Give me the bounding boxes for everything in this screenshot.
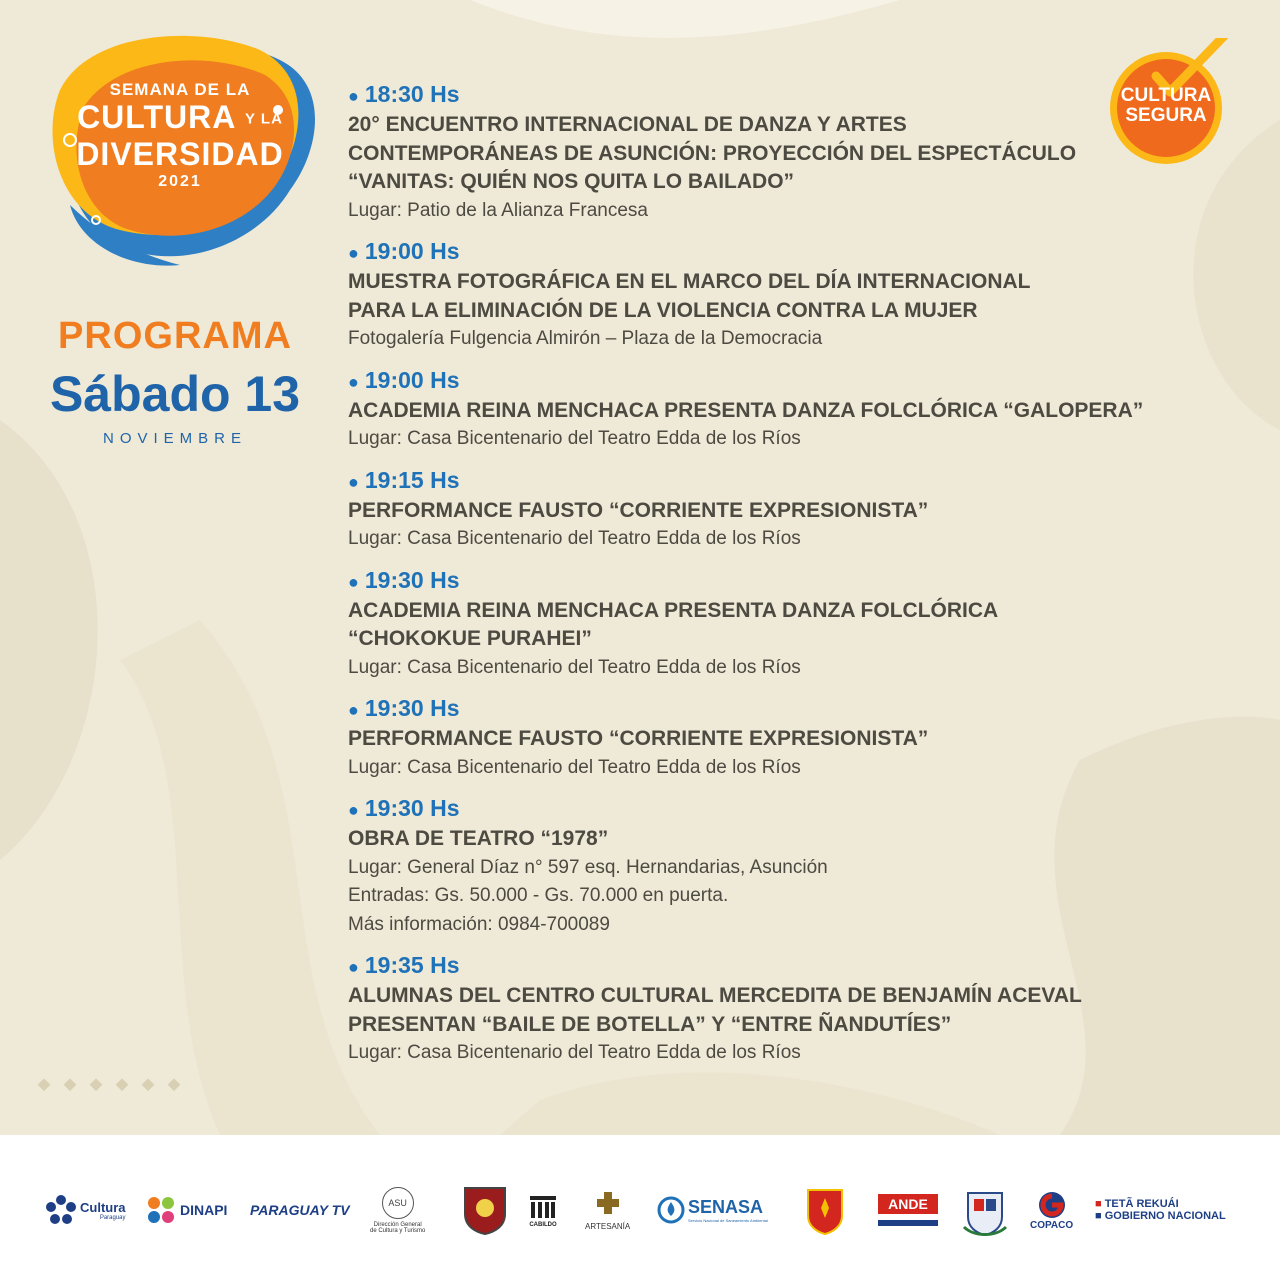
event-item (348, 466, 1248, 554)
gobierno-bullet2-icon: ■ (1095, 1210, 1105, 1222)
event-detail: Lugar: Casa Bicentenario del Teatro Edda de los Ríos (348, 756, 801, 778)
asu-line1: Dirección General (373, 1221, 422, 1228)
artesania-text: ARTESANÍA (585, 1221, 631, 1231)
event-title: MUESTRA FOTOGRÁFICA EN EL MARCO DEL DÍA INTERNACIONAL PARA LA ELIMINACIÓN DE LA VIOLENCIA CONTRA LA MUJER (348, 270, 1031, 322)
logo-cultura (60, 100, 300, 137)
artesania-logo (585, 1175, 630, 1245)
events-list (348, 80, 1248, 1080)
police-shield-logo (462, 1175, 508, 1245)
event-time-text: 19:35 Hs (364, 952, 460, 978)
event-item (348, 366, 1248, 454)
badge-line1: CULTURA (1120, 85, 1212, 106)
senasa-text: SENASA (688, 1197, 764, 1217)
event-item (348, 237, 1248, 354)
municipal-crest-logo (960, 1175, 1010, 1245)
senasa-logo (657, 1175, 768, 1245)
month-heading: NOVIEMBRE (102, 430, 247, 447)
bullet-icon: ● (348, 957, 359, 977)
event-time (348, 794, 1248, 825)
event-time (348, 80, 1248, 111)
event-time-text: 19:30 Hs (364, 566, 460, 593)
dinapi-icon (146, 1195, 176, 1225)
event-title: ACADEMIA REINA MENCHACA PRESENTA DANZA FOLCLÓRICA “CHOKOKUE PURAHEI” (348, 598, 999, 650)
cultura-logo-sub: Paraguay (99, 1214, 126, 1221)
artesania-icon (591, 1190, 625, 1222)
logo-yla: Y LA (245, 110, 283, 128)
cultura-logo-text: Cultura (80, 1199, 126, 1215)
event-time (348, 694, 1248, 725)
gobierno-line1 (1095, 1198, 1226, 1210)
cabildo-logo (528, 1175, 558, 1245)
event-detail: Lugar: Casa Bicentenario del Teatro Edda de los Ríos (348, 428, 801, 449)
copaco-icon (1037, 1190, 1067, 1220)
logo-line1: SEMANA DE LA (109, 80, 251, 99)
event-logo-text (60, 80, 300, 191)
event-item (348, 80, 1248, 225)
bullet-icon: ● (348, 243, 359, 263)
bullet-icon: ● (348, 800, 359, 820)
copaco-logo (1030, 1175, 1073, 1245)
gobierno-line1-text: TETÃ REKUÁI (1104, 1198, 1179, 1210)
gobierno-text-block (1095, 1198, 1226, 1222)
event-title: ALUMNAS DEL CENTRO CULTURAL MERCEDITA DE BENJAMÍN ACEVAL PRESENTAN “BAILE DE BOTELLA” Y “ENTRE ÑANDUTÍES” (348, 984, 1082, 1036)
gobierno-line2-text: GOBIERNO NACIONAL (1104, 1210, 1226, 1222)
event-title: PERFORMANCE FAUSTO “CORRIENTE EXPRESIONISTA” (348, 498, 929, 522)
cbvp-shield-icon (805, 1184, 845, 1236)
event-time-text: 19:00 Hs (364, 366, 460, 393)
dinapi-logo (146, 1175, 227, 1245)
event-item (348, 951, 1248, 1068)
event-tickets: Entradas: Gs. 50.000 - Gs. 70.000 en puerta. (348, 885, 729, 906)
event-item (348, 566, 1248, 683)
event-title: PERFORMANCE FAUSTO “CORRIENTE EXPRESIONISTA” (348, 727, 929, 750)
crest-icon (960, 1183, 1010, 1237)
event-detail: Lugar: General Díaz n° 597 esq. Hernandarias, Asunción (348, 856, 828, 878)
event-detail: Lugar: Casa Bicentenario del Teatro Edda de los Ríos (348, 1042, 801, 1063)
gobierno-line2 (1095, 1210, 1226, 1222)
event-time (348, 237, 1248, 268)
cultura-flower-icon (45, 1194, 77, 1226)
event-title: OBRA DE TEATRO “1978” (348, 827, 609, 850)
ande-logo (878, 1175, 938, 1245)
event-time (348, 366, 1248, 397)
event-detail: Lugar: Casa Bicentenario del Teatro Edda de los Ríos (348, 528, 801, 549)
bullet-icon: ● (348, 86, 359, 106)
paraguay-tv-text: PARAGUAY TV (250, 1202, 350, 1218)
asu-circle: ASU (382, 1187, 414, 1219)
event-item (348, 794, 1248, 939)
asu-line2: de Cultura y Turismo (370, 1227, 426, 1234)
ande-text: ANDE (878, 1194, 938, 1214)
logo-cultura-word: CULTURA (77, 99, 236, 135)
bullet-icon: ● (348, 571, 359, 592)
shield-icon (462, 1184, 508, 1236)
logo-year: 2021 (158, 172, 202, 190)
event-time (348, 951, 1248, 982)
event-time (348, 566, 1248, 597)
cbvp-logo (805, 1175, 845, 1245)
event-detail: Fotogalería Fulgencia Almirón – Plaza de la Democracia (348, 328, 823, 349)
cultura-paraguay-logo (45, 1175, 126, 1245)
bullet-icon: ● (348, 700, 359, 720)
bullet-icon: ● (348, 471, 359, 492)
bullet-icon: ● (348, 371, 359, 392)
day-heading: Sábado 13 (49, 366, 301, 422)
event-time-text: 18:30 Hs (364, 81, 460, 107)
event-detail: Lugar: Patio de la Alianza Francesa (348, 199, 648, 221)
paraguay-tv-logo (250, 1175, 350, 1245)
event-detail: Lugar: Casa Bicentenario del Teatro Edda de los Ríos (348, 656, 801, 678)
senasa-sub: Servicio Nacional de Saneamiento Ambiental (688, 1218, 768, 1223)
sponsor-footer (0, 1135, 1280, 1280)
event-time (348, 466, 1248, 497)
event-title: 20° ENCUENTRO INTERNACIONAL DE DANZA Y ARTES CONTEMPORÁNEAS DE ASUNCIÓN: PROYECCIÓN DEL ESPECTÁCULO “VANITAS: QUIÉN NOS QUITA LO BAILADO” (348, 113, 1077, 193)
diamond-pattern (38, 1078, 181, 1091)
badge-line2: SEGURA (1125, 105, 1207, 126)
cabildo-building-icon (528, 1192, 558, 1222)
cabildo-text: CABILDO (529, 1222, 557, 1228)
logo-diversidad: DIVERSIDAD (76, 135, 284, 172)
gobierno-nacional-logo (1095, 1175, 1226, 1245)
senasa-drop-icon (657, 1196, 685, 1224)
event-title: ACADEMIA REINA MENCHACA PRESENTA DANZA FOLCLÓRICA “GALOPERA” (348, 398, 1144, 422)
gobierno-bullet-icon: ■ (1095, 1198, 1105, 1210)
sponsor-logos (40, 1175, 1250, 1245)
event-info: Más información: 0984-700089 (348, 913, 610, 935)
event-time-text: 19:30 Hs (364, 695, 460, 721)
programa-heading: PROGRAMA (58, 315, 292, 357)
copaco-text: COPACO (1030, 1219, 1074, 1231)
event-item (348, 694, 1248, 782)
event-time-text: 19:15 Hs (364, 466, 460, 493)
ande-box (878, 1194, 938, 1226)
dinapi-text: DINAPI (180, 1202, 228, 1218)
event-time-text: 19:30 Hs (364, 795, 460, 821)
event-time-text: 19:00 Hs (364, 238, 460, 264)
asu-logo (370, 1175, 425, 1245)
